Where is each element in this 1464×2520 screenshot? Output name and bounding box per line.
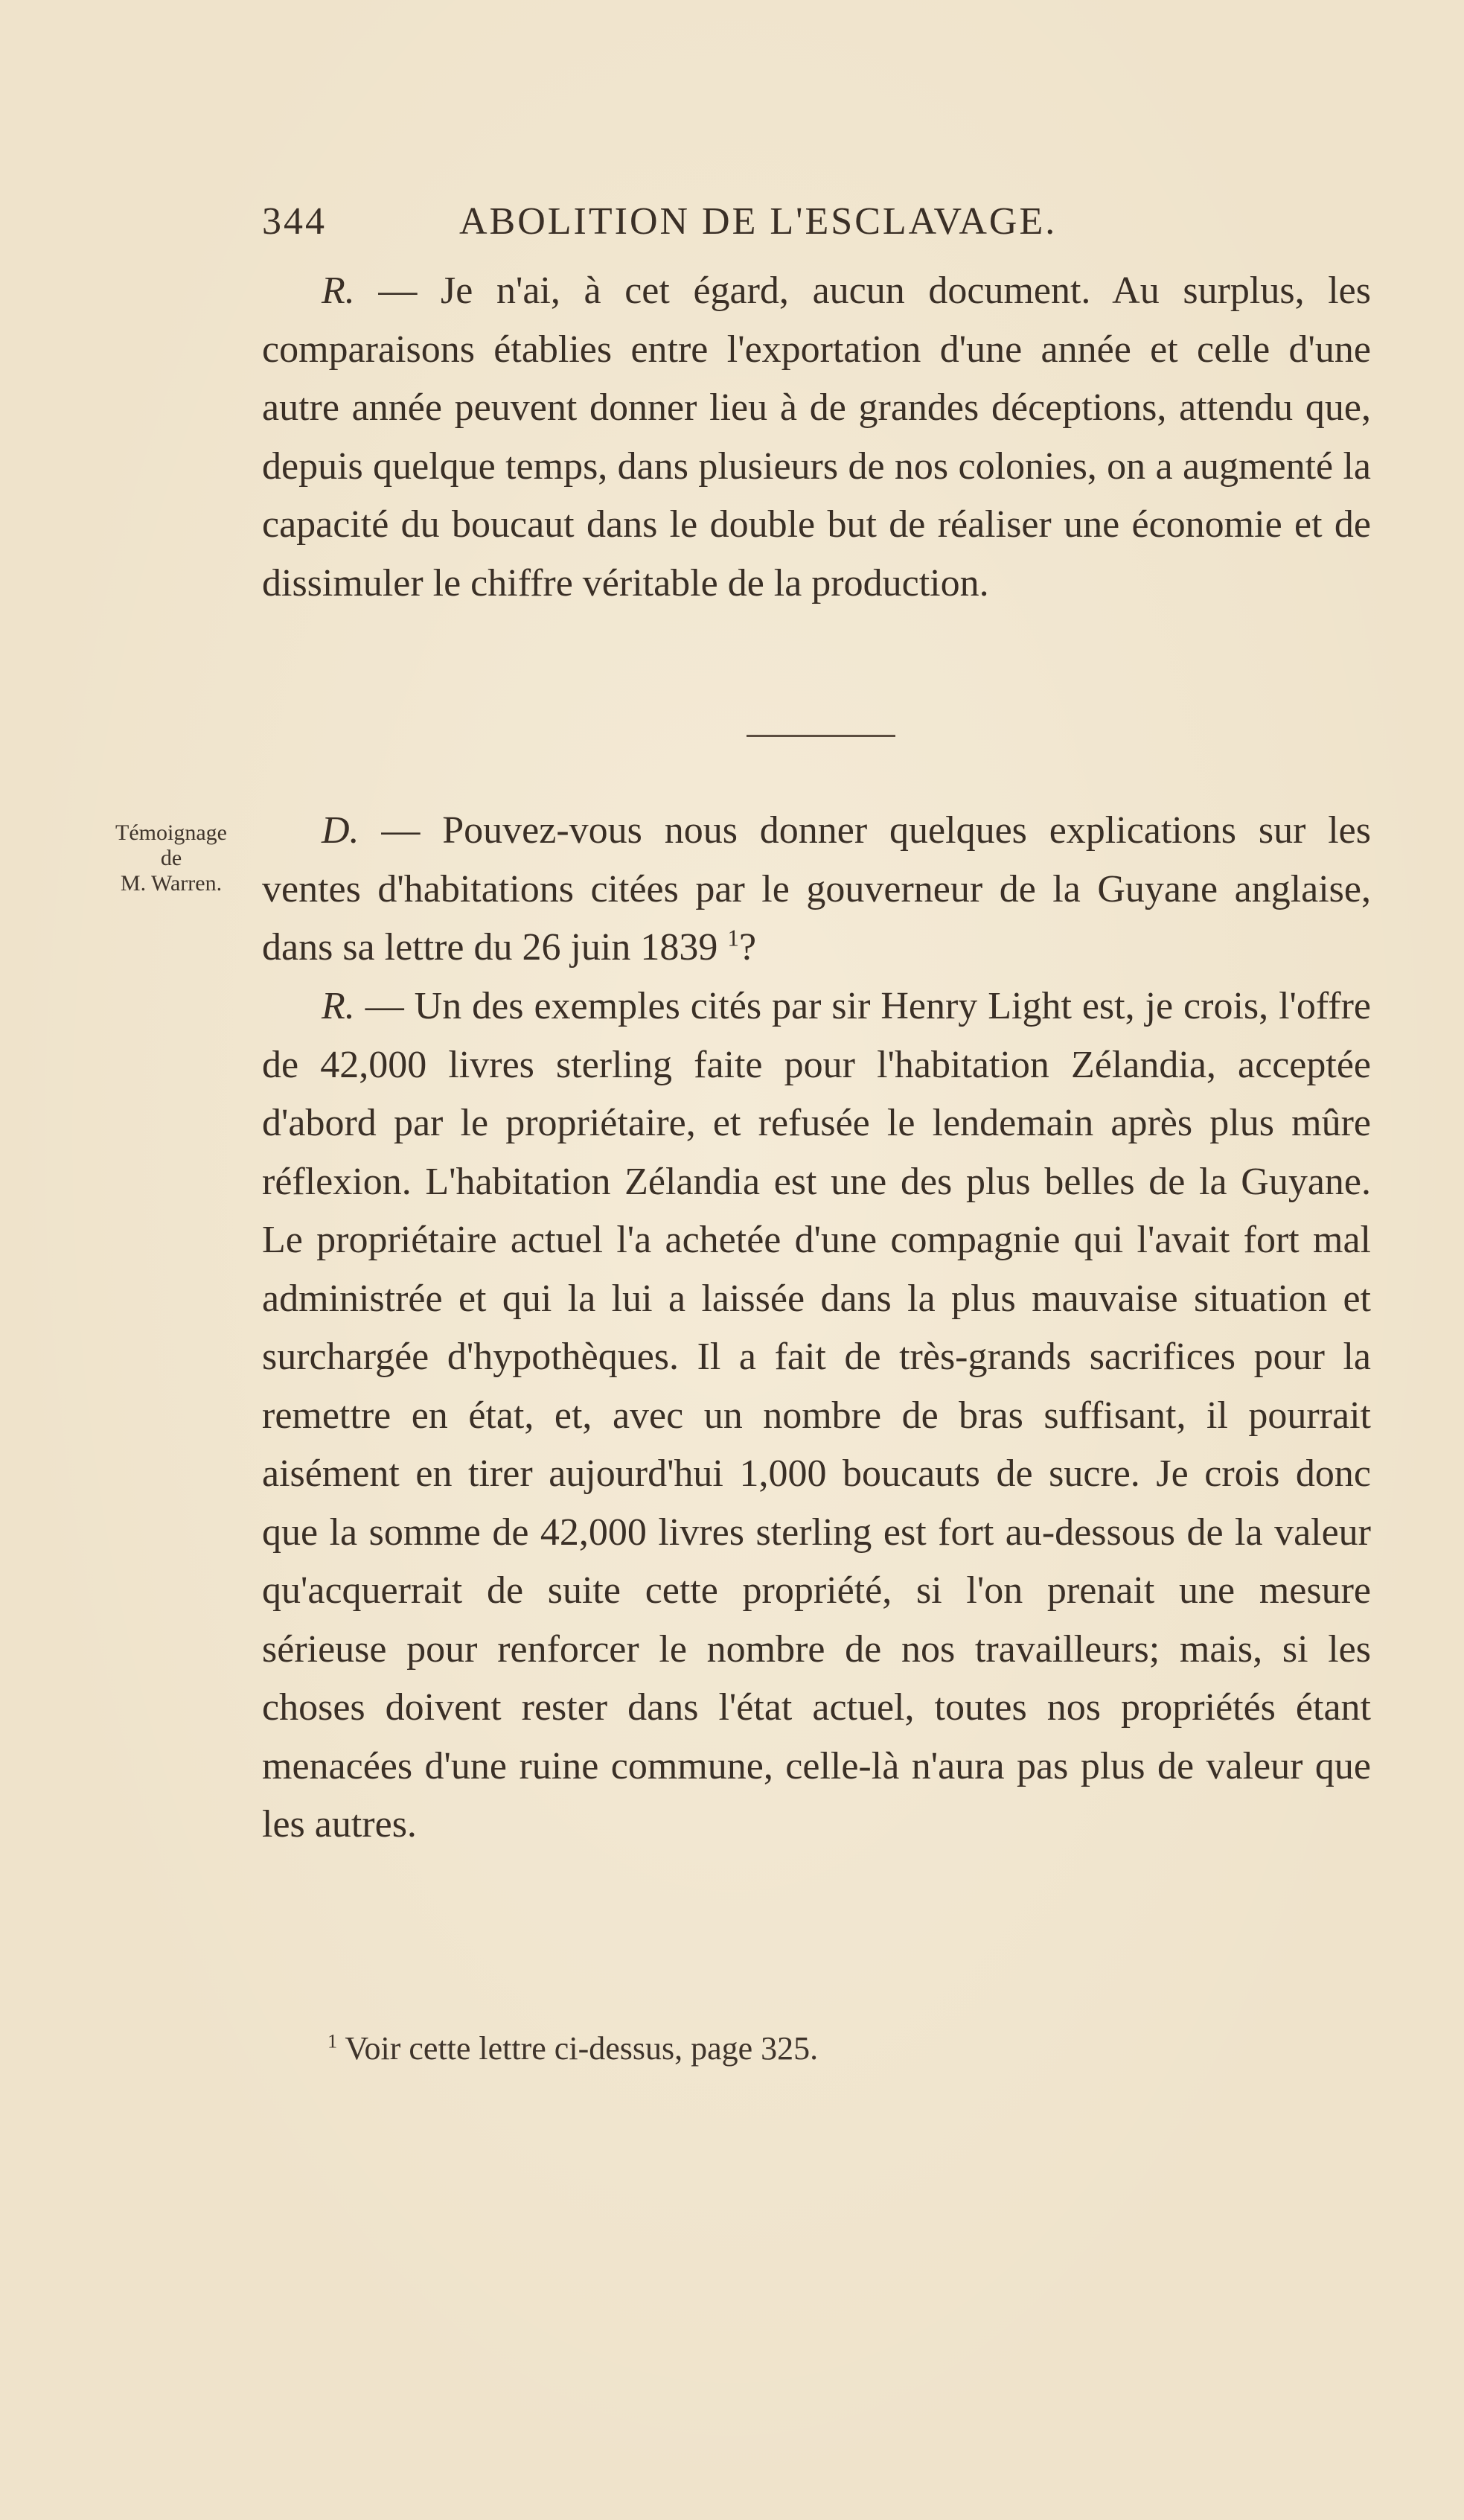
speaker-label: D. (322, 809, 359, 852)
margin-note-line: de (160, 846, 182, 870)
question-text: — Pouvez-vous nous donner quelques explications sur les ventes d'habitations citées par le gouverneur de la Guyane anglaise, dans sa lettre du 26 juin 1839 (262, 809, 1371, 969)
page-number: 344 (262, 200, 327, 243)
footnote-reference: 1 (727, 925, 739, 951)
margin-note (89, 820, 253, 896)
speaker-label: R. (322, 985, 355, 1027)
answer-text: — Un des exemples cités par sir Henry Light est, je crois, l'offre de 42,000 livres sterling faite pour l'habitation Zélandia, acceptée d'abord par le propriétaire, et refusée le lendemain après plus mûre réflexion. L'habitation Zélandia est une des plus belles de la Guyane. Le propriétaire actuel l'a achetée d'une compagnie qui l'avait fort mal administrée et qui la lui a laissée dans la plus mauvaise situation et surchargée d'hypothèques. Il a fait de très-grands sacrifices pour la remettre en état, et, avec un nombre de bras suffisant, il pourrait aisément en tirer aujourd'hui 1,000 boucauts de sucre. Je crois donc que la somme de 42,000 livres sterling est fort au-dessous de la valeur qu'acquerrait de suite cette propriété, si l'on prenait une mesure sérieuse pour renforcer le nombre de nos travailleurs; mais, si les choses doivent rester dans l'état actuel, toutes nos propriétés étant menacées d'une ruine commune, celle-là n'aura pas plus de valeur que les autres. (262, 985, 1371, 1846)
answer-paragraph-two (262, 977, 1371, 1854)
margin-note-line: M. Warren. (120, 871, 223, 896)
page-header (262, 192, 1201, 252)
section-divider (747, 735, 895, 737)
footnote-number: 1 (327, 2029, 338, 2052)
footnote (327, 2026, 1295, 2071)
question-end: ? (738, 926, 757, 969)
speaker-label: R. (322, 269, 355, 312)
margin-note-line: Témoignage (115, 820, 227, 845)
question-paragraph (262, 802, 1371, 977)
answer-text: — Je n'ai, à cet égard, aucun document. Au surplus, les comparaisons établies entre l'exportation d'une année et celle d'une autre année peuvent donner lieu à de grandes déceptions, attendu que, depuis quelque temps, dans plusieurs de nos colonies, on a augmenté la capacité du boucaut dans le double but de réaliser une économie et de dissimuler le chiffre véritable de la production. (262, 269, 1371, 605)
footnote-text: Voir cette lettre ci-dessus, page 325. (337, 2030, 819, 2067)
running-title: ABOLITION DE L'ESCLAVAGE. (459, 200, 1058, 243)
answer-paragraph-one (262, 262, 1371, 613)
